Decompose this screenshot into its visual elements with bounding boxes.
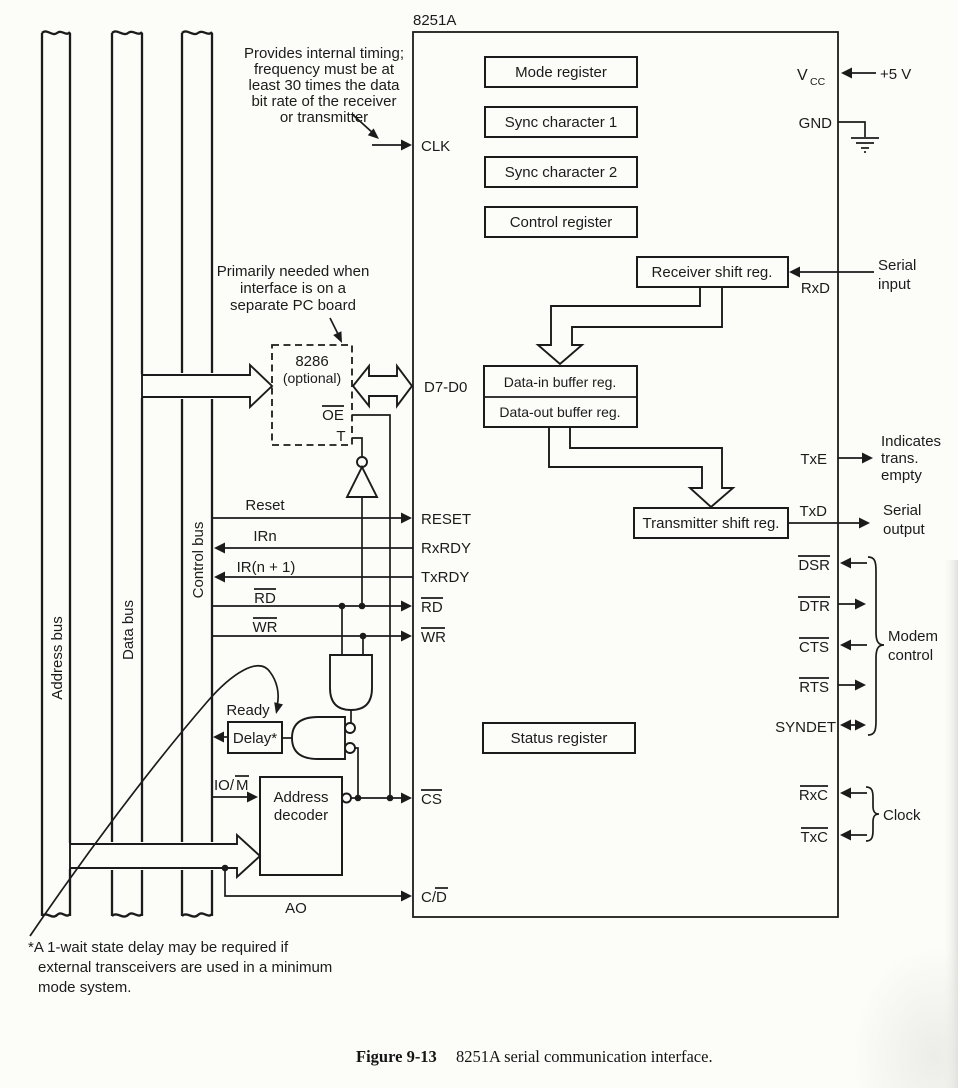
- right-interface: [775, 66, 941, 846]
- pcb-note-line-1: Primarily needed when: [216, 263, 370, 280]
- footnote-line-2: external transceivers are used in a minimum: [38, 959, 333, 976]
- address-bus-label: Address bus: [49, 616, 66, 700]
- address-decoder-label-1: Address: [273, 789, 329, 806]
- pin-wr: WR: [421, 629, 446, 646]
- rx-flow-arrow: [538, 287, 722, 364]
- modem-control-label-2: control: [888, 647, 934, 664]
- internal-registers: [483, 57, 788, 753]
- left-pin-labels: [421, 138, 471, 906]
- pin-rts: RTS: [799, 679, 829, 696]
- status-register-label: Status register: [510, 730, 608, 747]
- pin-d7-d0: D7-D0: [424, 379, 468, 396]
- pin-dtr: DTR: [799, 598, 830, 615]
- pin-cts: CTS: [799, 639, 829, 656]
- chip-title: 8251A: [413, 12, 457, 29]
- pin-txe: TxE: [800, 451, 827, 468]
- caption-figure-number: Figure 9-13: [356, 1047, 437, 1066]
- pin-rxrdy: RxRDY: [421, 540, 472, 557]
- pin-syndet: SYNDET: [775, 719, 836, 736]
- ground-symbol: [851, 138, 879, 152]
- rd-signal-label: RD: [254, 590, 276, 607]
- reset-signal-label: Reset: [245, 497, 285, 514]
- serial-output-label-2: output: [883, 521, 925, 538]
- irn-signal-label: IRn: [253, 528, 277, 545]
- sync-character-2-label: Sync character 2: [504, 164, 618, 181]
- inverter-gate: [347, 467, 377, 497]
- irn1-signal-label: IR(n + 1): [236, 559, 296, 576]
- pin-cs: CS: [421, 791, 442, 808]
- transmitter-shift-reg-label: Transmitter shift reg.: [642, 515, 780, 532]
- txe-note-3: empty: [881, 467, 922, 484]
- caption-text: 8251A serial communication interface.: [456, 1047, 713, 1066]
- pin-vcc: V: [797, 67, 808, 84]
- control-bus-label: Control bus: [190, 521, 207, 599]
- pin-txrdy: TxRDY: [421, 569, 470, 586]
- pin-clk: CLK: [421, 138, 451, 155]
- pcb-note-line-2: interface is on a: [240, 280, 346, 297]
- pin-rxc: RxC: [798, 787, 828, 804]
- mode-register-label: Mode register: [515, 64, 607, 81]
- junction-dot: [359, 603, 366, 610]
- junction-dot: [360, 633, 367, 640]
- junction-dot: [339, 603, 346, 610]
- clk-note-line-5: or transmitter: [279, 109, 369, 126]
- plus-5v-label: +5 V: [880, 66, 912, 83]
- control-register-label: Control register: [509, 214, 613, 231]
- system-buses: [42, 31, 212, 916]
- nand-input-bubble-top: [345, 723, 355, 733]
- iom-label-prefix: IO/: [214, 777, 235, 794]
- clock-brace: [866, 787, 879, 841]
- tx-flow-arrow: [549, 427, 733, 507]
- data-bus-label: Data bus: [120, 599, 137, 661]
- serial-output-label-1: Serial: [883, 502, 922, 519]
- receiver-shift-reg-label: Receiver shift reg.: [651, 264, 773, 281]
- data-in-buffer-label: Data-in buffer reg.: [503, 374, 617, 390]
- pin-dsr: DSR: [798, 557, 830, 574]
- footnote-line-3: mode system.: [38, 979, 132, 996]
- pin-gnd: GND: [798, 115, 832, 132]
- t-pin-label: T: [336, 428, 346, 445]
- clk-note-line-1: Provides internal timing;: [243, 45, 405, 62]
- pin-txc: TxC: [800, 829, 828, 846]
- transceiver-name: 8286: [295, 353, 329, 370]
- address-decoder-label-2: decoder: [273, 807, 329, 824]
- pin-cd-d: D: [436, 889, 447, 906]
- pin-rd: RD: [421, 599, 443, 616]
- caption: [356, 1047, 713, 1066]
- pin-vcc-subscript: CC: [810, 76, 826, 88]
- sync-character-1-label: Sync character 1: [504, 114, 618, 131]
- decoder-output-bubble: [342, 794, 351, 803]
- wr-signal-label: WR: [252, 619, 278, 636]
- junction-dot: [387, 795, 394, 802]
- modem-control-label-1: Modem: [888, 628, 939, 645]
- ready-label: Ready: [226, 702, 270, 719]
- delay-label: Delay*: [232, 730, 278, 747]
- clk-note-line-3: least 30 times the data: [248, 77, 400, 94]
- clock-label: Clock: [883, 807, 921, 824]
- junction-dot: [222, 865, 229, 872]
- pin-rxd: RxD: [800, 280, 830, 297]
- and-gate: [330, 655, 372, 710]
- d7-d0-double-arrow: [353, 366, 412, 406]
- pin-txd: TxD: [799, 503, 827, 520]
- iom-label-m: M: [236, 777, 249, 794]
- data-out-buffer-label: Data-out buffer reg.: [499, 404, 621, 420]
- footnote: [28, 939, 332, 996]
- clk-note-line-4: bit rate of the receiver: [251, 93, 397, 110]
- address-bus-arrow: [70, 835, 260, 877]
- serial-input-label-1: Serial: [878, 257, 917, 274]
- nand-gate: [292, 717, 345, 759]
- pcb-note-line-3: separate PC board: [230, 297, 356, 314]
- pin-reset: RESET: [421, 511, 472, 528]
- clk-note-line-2: frequency must be at: [253, 61, 395, 78]
- oe-pin-label: OE: [322, 407, 344, 424]
- nand-input-bubble-bottom: [345, 743, 355, 753]
- data-bus-arrow: [142, 365, 272, 407]
- transceiver-optional: (optional): [282, 370, 342, 386]
- ao-label: AO: [285, 900, 307, 917]
- txe-note-1: Indicates: [881, 433, 942, 450]
- txe-note-2: trans.: [881, 450, 919, 467]
- serial-input-label-2: input: [878, 276, 911, 293]
- pin-cd-prefix: C/: [421, 889, 436, 906]
- junction-dot: [355, 795, 362, 802]
- footnote-line-1: *A 1-wait state delay may be required if: [28, 939, 289, 956]
- modem-control-brace: [868, 557, 884, 735]
- scan-shadow-corner: [840, 930, 958, 1088]
